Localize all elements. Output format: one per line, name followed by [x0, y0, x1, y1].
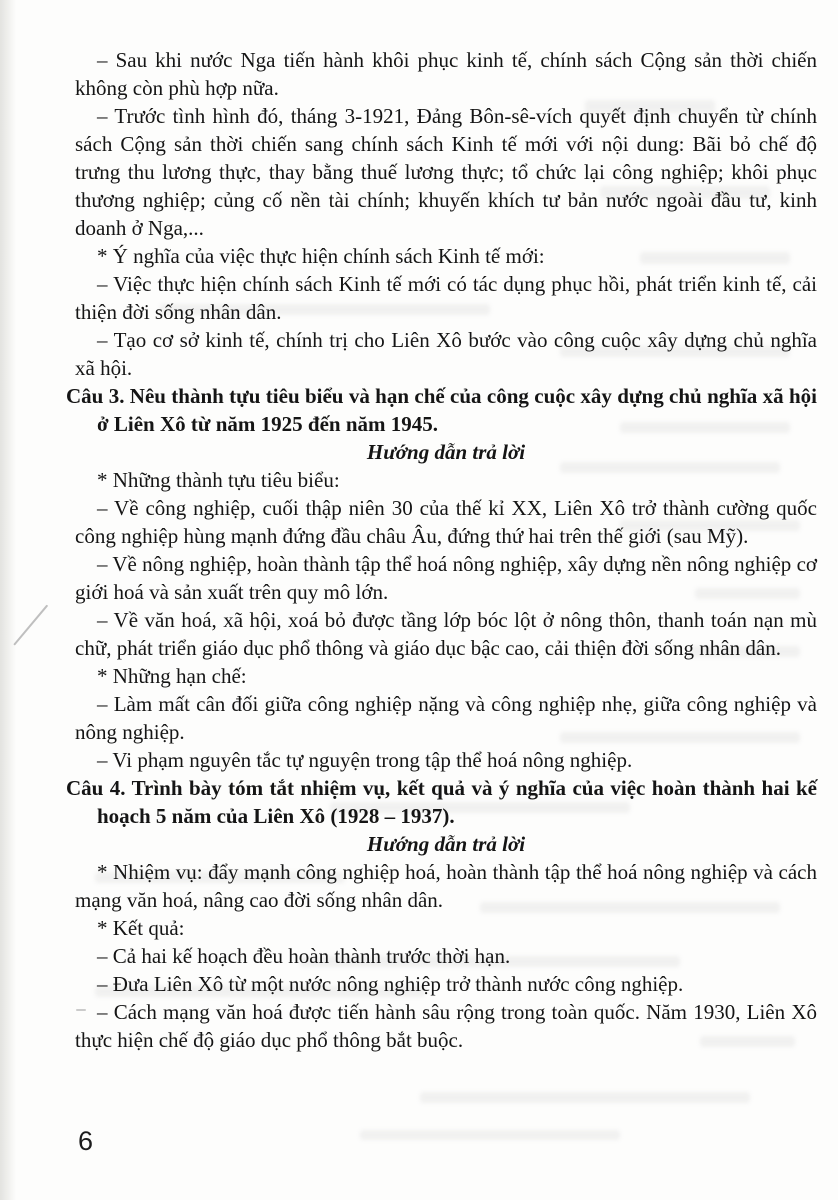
paragraph: – Tạo cơ sở kinh tế, chính trị cho Liên Xô bước vào công cuộc xây dựng chủ nghĩa xã hội.: [75, 328, 817, 380]
paragraph: – Cách mạng văn hoá được tiến hành sâu rộng trong toàn quốc. Năm 1930, Liên Xô thực hiện chế độ giáo dục phổ thông bắt buộc.: [75, 1000, 817, 1052]
paragraph: * Ý nghĩa của việc thực hiện chính sách Kinh tế mới:: [97, 244, 545, 268]
page-number: 6: [78, 1126, 94, 1156]
paragraph: – Về công nghiệp, cuối thập niên 30 của thế kỉ XX, Liên Xô trở thành cường quốc công nghiệp hùng mạnh đứng đầu châu Âu, đứng thứ hai trên thế giới (sau Mỹ).: [75, 496, 817, 548]
paragraph: * Nhiệm vụ: đẩy mạnh công nghiệp hoá, hoàn thành tập thể hoá nông nghiệp và cách mạng văn hoá, nâng cao đời sống nhân dân.: [75, 860, 817, 912]
answer-guide-heading: Hướng dẫn trả lời: [366, 832, 526, 856]
question-heading: Câu 3. Nêu thành tựu tiêu biểu và hạn chế của công cuộc xây dựng chủ nghĩa xã hội ở Liên Xô từ năm 1925 đến năm 1945.: [66, 384, 817, 436]
bleed-through-smudge: [420, 1092, 750, 1103]
paragraph: – Cả hai kế hoạch đều hoàn thành trước thời hạn.: [97, 944, 511, 968]
margin-pen-mark: [13, 605, 48, 646]
answer-guide-heading: Hướng dẫn trả lời: [366, 440, 526, 464]
paragraph: * Kết quả:: [97, 916, 185, 940]
bleed-through-smudge: [360, 1130, 620, 1140]
paragraph: – Về nông nghiệp, hoàn thành tập thể hoá nông nghiệp, xây dựng nền nông nghiệp cơ giới hoá và sản xuất trên quy mô lớn.: [75, 552, 817, 604]
paragraph: – Vi phạm nguyên tắc tự nguyện trong tập thể hoá nông nghiệp.: [97, 748, 633, 772]
paragraph: * Những thành tựu tiêu biểu:: [97, 468, 340, 492]
paragraph: – Làm mất cân đối giữa công nghiệp nặng và công nghiệp nhẹ, giữa công nghiệp và nông nghiệp.: [75, 692, 817, 744]
paragraph: – Sau khi nước Nga tiến hành khôi phục kinh tế, chính sách Cộng sản thời chiến không còn phù hợp nữa.: [75, 48, 817, 100]
paragraph: * Những hạn chế:: [97, 664, 247, 688]
scan-edge-shadow: [0, 0, 16, 1200]
paragraph: – Việc thực hiện chính sách Kinh tế mới có tác dụng phục hồi, phát triển kinh tế, cải thiện đời sống nhân dân.: [75, 272, 817, 324]
document-text-block: [66, 46, 817, 1054]
paragraph: – Về văn hoá, xã hội, xoá bỏ được tầng lớp bóc lột ở nông thôn, thanh toán nạn mù chữ, phát triển giáo dục phổ thông và giáo dục bậc cao, cải thiện đời sống nhân dân.: [75, 608, 817, 660]
question-heading: Câu 4. Trình bày tóm tắt nhiệm vụ, kết quả và ý nghĩa của việc hoàn thành hai kế hoạch 5 năm của Liên Xô (1928 – 1937).: [66, 776, 817, 828]
paragraph: – Trước tình hình đó, tháng 3-1921, Đảng Bôn-sê-vích quyết định chuyển từ chính sách Cộng sản thời chiến sang chính sách Kinh tế mới với nội dung: Bãi bỏ chế độ trưng thu lương thực, thay bằng thuế lương thực; tổ chức lại công nghiệp; khôi phục thương nghiệp; củng cố nền tài chính; khuyến khích tư bản nước ngoài đầu tư, kinh doanh ở Nga,...: [75, 104, 817, 240]
paragraph: – Đưa Liên Xô từ một nước nông nghiệp trở thành nước công nghiệp.: [97, 972, 684, 996]
